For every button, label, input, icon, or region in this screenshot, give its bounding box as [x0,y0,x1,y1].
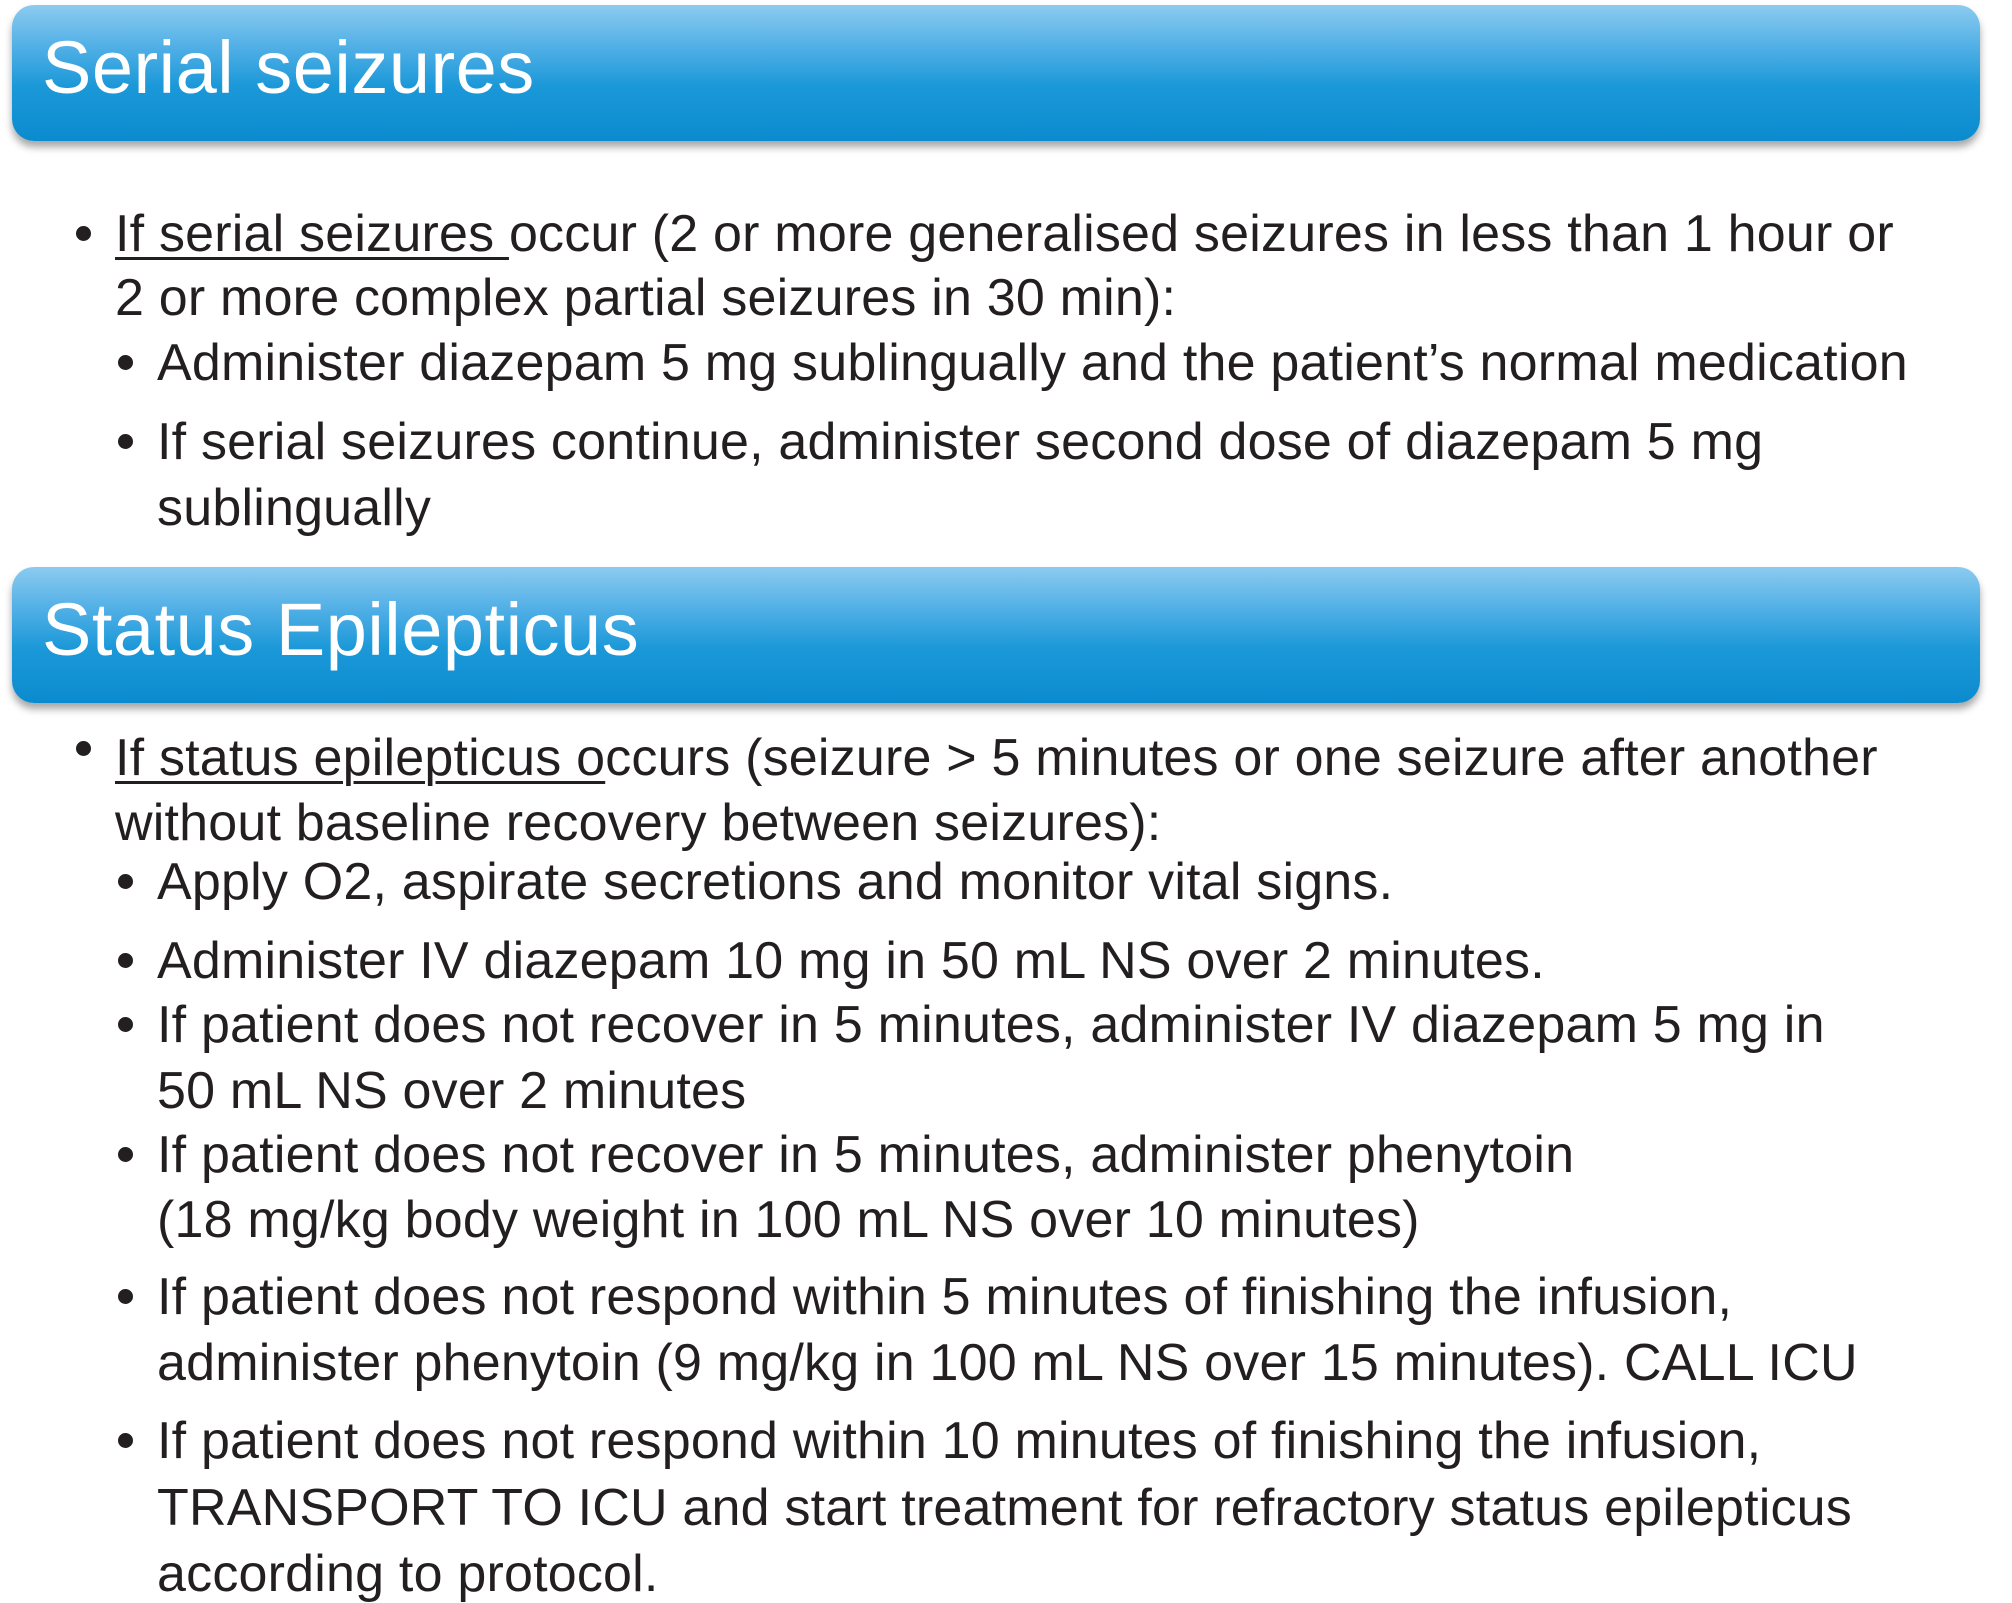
bullet-icon [76,226,91,241]
list-item-line: If patient does not respond within 5 minutes of finishing the infusion, [157,1268,1733,1326]
bullet-icon [118,1289,133,1304]
section-header-status-epilepticus [12,567,1980,703]
intro-line-1 [115,205,1894,263]
intro-line-1-rest: ccurs (seizure > 5 minutes or one seizure after another [605,729,1878,787]
bullet-icon [118,953,133,968]
bullet-icon [76,741,91,756]
list-item-line: If patient does not recover in 5 minutes, administer phenytoin [157,1126,1575,1184]
underlined-term: If status epilepticus o [115,729,606,787]
intro-line-2: without baseline recovery between seizures): [115,794,1162,852]
list-item-line: Administer diazepam 5 mg sublingually and the patient’s normal medication [157,334,1908,392]
section-title: Serial seizures [42,26,535,109]
list-item-line: 50 mL NS over 2 minutes [157,1062,747,1120]
underlined-term: If serial seizures [115,205,509,263]
list-item-line: Administer IV diazepam 10 mg in 50 mL NS over 2 minutes. [157,932,1545,990]
section-title: Status Epilepticus [42,588,640,671]
bullet-icon [118,434,133,449]
list-item-line: If patient does not recover in 5 minutes, administer IV diazepam 5 mg in [157,996,1825,1054]
intro-line-1 [115,729,1878,787]
bullet-icon [118,1017,133,1032]
list-item-line: TRANSPORT TO ICU and start treatment for refractory status epilepticus [157,1479,1852,1537]
section-header-serial-seizures [12,5,1980,141]
bullet-icon [118,1433,133,1448]
list-item-line: If patient does not respond within 10 minutes of finishing the infusion, [157,1412,1762,1470]
bullet-icon [118,1147,133,1162]
bullet-icon [118,874,133,889]
bullet-icon [118,355,133,370]
intro-line-2: 2 or more complex partial seizures in 30 min): [115,269,1177,327]
list-item-line: Apply O2, aspirate secretions and monitor vital signs. [157,853,1394,911]
intro-line-1-rest: occur (2 or more generalised seizures in less than 1 hour or [508,205,1894,263]
list-item-line: (18 mg/kg body weight in 100 mL NS over 10 minutes) [157,1191,1420,1249]
list-item-line: administer phenytoin (9 mg/kg in 100 mL NS over 15 minutes). CALL ICU [157,1334,1858,1392]
list-item-line: according to protocol. [157,1545,659,1603]
list-item-line: If serial seizures continue, administer second dose of diazepam 5 mg [157,413,1764,471]
list-item-line: sublingually [157,479,432,537]
